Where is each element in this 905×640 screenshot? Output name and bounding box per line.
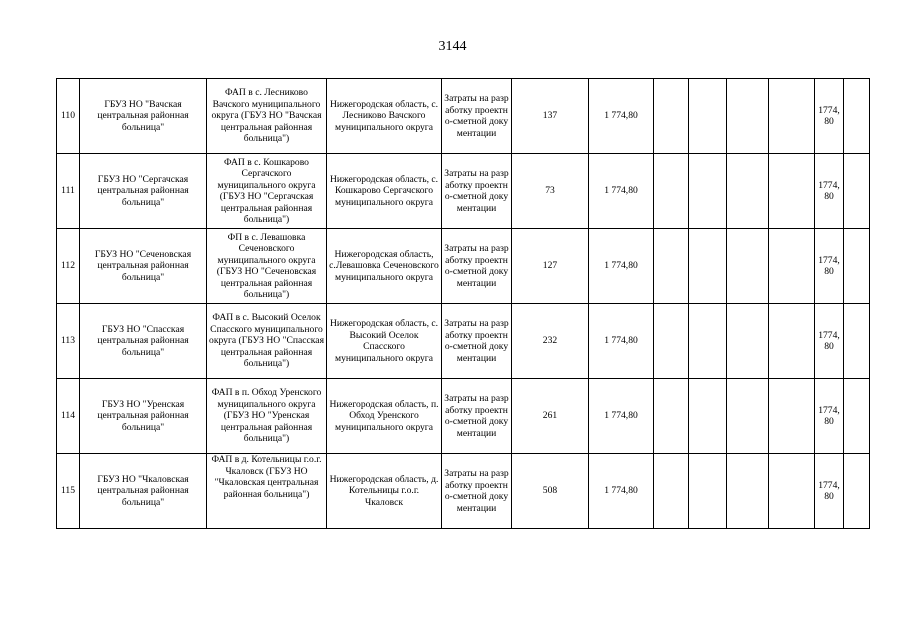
row-number: 113 bbox=[57, 304, 80, 379]
empty-cell bbox=[727, 229, 769, 304]
empty-cell bbox=[769, 379, 815, 454]
empty-cell bbox=[769, 454, 815, 529]
organization-cell: ГБУЗ НО "Сеченовская центральная районная больница" bbox=[80, 229, 207, 304]
empty-cell bbox=[654, 154, 689, 229]
table-row bbox=[57, 154, 870, 229]
empty-cell bbox=[727, 304, 769, 379]
empty-cell bbox=[769, 79, 815, 154]
amount-cell: 1 774,80 bbox=[589, 454, 654, 529]
code-cell: 232 bbox=[512, 304, 589, 379]
expense-cell: Затраты на разработку проектно-сметной документации bbox=[442, 154, 512, 229]
amount-cell: 1 774,80 bbox=[589, 229, 654, 304]
code-cell: 137 bbox=[512, 79, 589, 154]
empty-cell bbox=[654, 454, 689, 529]
organization-cell: ГБУЗ НО "Сергачская центральная районная больница" bbox=[80, 154, 207, 229]
organization-cell: ГБУЗ НО "Чкаловская центральная районная больница" bbox=[80, 454, 207, 529]
total-cell: 1774,80 bbox=[815, 154, 844, 229]
empty-cell bbox=[727, 154, 769, 229]
location-cell: Нижегородская область, с. Кошкарово Сергачского муниципального округа bbox=[327, 154, 442, 229]
row-number: 114 bbox=[57, 379, 80, 454]
empty-cell bbox=[727, 79, 769, 154]
object-cell: ФАП в с. Высокий Оселок Спасского муниципального округа (ГБУЗ НО "Спасская центральная районная больница") bbox=[207, 304, 327, 379]
empty-cell bbox=[727, 454, 769, 529]
empty-cell bbox=[727, 379, 769, 454]
organization-cell: ГБУЗ НО "Спасская центральная районная больница" bbox=[80, 304, 207, 379]
table-row bbox=[57, 229, 870, 304]
table-row bbox=[57, 454, 870, 529]
total-cell: 1774,80 bbox=[815, 229, 844, 304]
location-cell: Нижегородская область, д. Котельницы г.о.г. Чкаловск bbox=[327, 454, 442, 529]
empty-cell bbox=[844, 79, 870, 154]
row-number: 112 bbox=[57, 229, 80, 304]
total-cell: 1774,80 bbox=[815, 379, 844, 454]
empty-cell bbox=[689, 79, 727, 154]
amount-cell: 1 774,80 bbox=[589, 79, 654, 154]
location-cell: Нижегородская область, с. Высокий Оселок Спасского муниципального округа bbox=[327, 304, 442, 379]
code-cell: 73 bbox=[512, 154, 589, 229]
empty-cell bbox=[654, 79, 689, 154]
empty-cell bbox=[689, 454, 727, 529]
object-cell: ФП в с. Левашовка Сеченовского муниципального округа (ГБУЗ НО "Сеченовская центральная районная больница") bbox=[207, 229, 327, 304]
object-cell: ФАП в д. Котельницы г.о.г. Чкаловск (ГБУЗ НО "Чкаловская центральная районная больница") bbox=[207, 454, 327, 529]
empty-cell bbox=[844, 229, 870, 304]
location-cell: Нижегородская область, п. Обход Уренского муниципального округа bbox=[327, 379, 442, 454]
amount-cell: 1 774,80 bbox=[589, 304, 654, 379]
location-cell: Нижегородская область, с. Лесниково Вачского муниципального округа bbox=[327, 79, 442, 154]
table-row bbox=[57, 304, 870, 379]
total-cell: 1774,80 bbox=[815, 304, 844, 379]
empty-cell bbox=[654, 379, 689, 454]
amount-cell: 1 774,80 bbox=[589, 379, 654, 454]
expense-cell: Затраты на разработку проектно-сметной документации bbox=[442, 79, 512, 154]
object-cell: ФАП в с. Лесниково Вачского муниципального округа (ГБУЗ НО "Вачская центральная районная больница") bbox=[207, 79, 327, 154]
table-row bbox=[57, 79, 870, 154]
expense-cell: Затраты на разработку проектно-сметной документации bbox=[442, 229, 512, 304]
empty-cell bbox=[844, 454, 870, 529]
empty-cell bbox=[769, 154, 815, 229]
code-cell: 261 bbox=[512, 379, 589, 454]
empty-cell bbox=[844, 154, 870, 229]
expense-cell: Затраты на разработку проектно-сметной документации bbox=[442, 454, 512, 529]
empty-cell bbox=[844, 304, 870, 379]
organization-cell: ГБУЗ НО "Вачская центральная районная больница" bbox=[80, 79, 207, 154]
code-cell: 127 bbox=[512, 229, 589, 304]
empty-cell bbox=[654, 229, 689, 304]
object-cell: ФАП в с. Кошкарово Сергачского муниципального округа (ГБУЗ НО "Сергачская центральная районная больница") bbox=[207, 154, 327, 229]
page-number: 3144 bbox=[438, 39, 467, 54]
empty-cell bbox=[769, 304, 815, 379]
organization-cell: ГБУЗ НО "Уренская центральная районная больница" bbox=[80, 379, 207, 454]
empty-cell bbox=[689, 379, 727, 454]
object-cell: ФАП в п. Обход Уренского муниципального округа (ГБУЗ НО "Уренская центральная районная больница") bbox=[207, 379, 327, 454]
total-cell: 1774,80 bbox=[815, 454, 844, 529]
row-number: 110 bbox=[57, 79, 80, 154]
location-cell: Нижегородская область, с.Левашовка Сеченовского муниципального округа bbox=[327, 229, 442, 304]
row-number: 111 bbox=[57, 154, 80, 229]
empty-cell bbox=[654, 304, 689, 379]
empty-cell bbox=[689, 304, 727, 379]
row-number: 115 bbox=[57, 454, 80, 529]
empty-cell bbox=[689, 154, 727, 229]
empty-cell bbox=[769, 229, 815, 304]
total-cell: 1774,80 bbox=[815, 79, 844, 154]
expense-cell: Затраты на разработку проектно-сметной документации bbox=[442, 304, 512, 379]
empty-cell bbox=[689, 229, 727, 304]
expense-cell: Затраты на разработку проектно-сметной документации bbox=[442, 379, 512, 454]
amount-cell: 1 774,80 bbox=[589, 154, 654, 229]
budget-table bbox=[56, 78, 870, 529]
table-row bbox=[57, 379, 870, 454]
empty-cell bbox=[844, 379, 870, 454]
code-cell: 508 bbox=[512, 454, 589, 529]
